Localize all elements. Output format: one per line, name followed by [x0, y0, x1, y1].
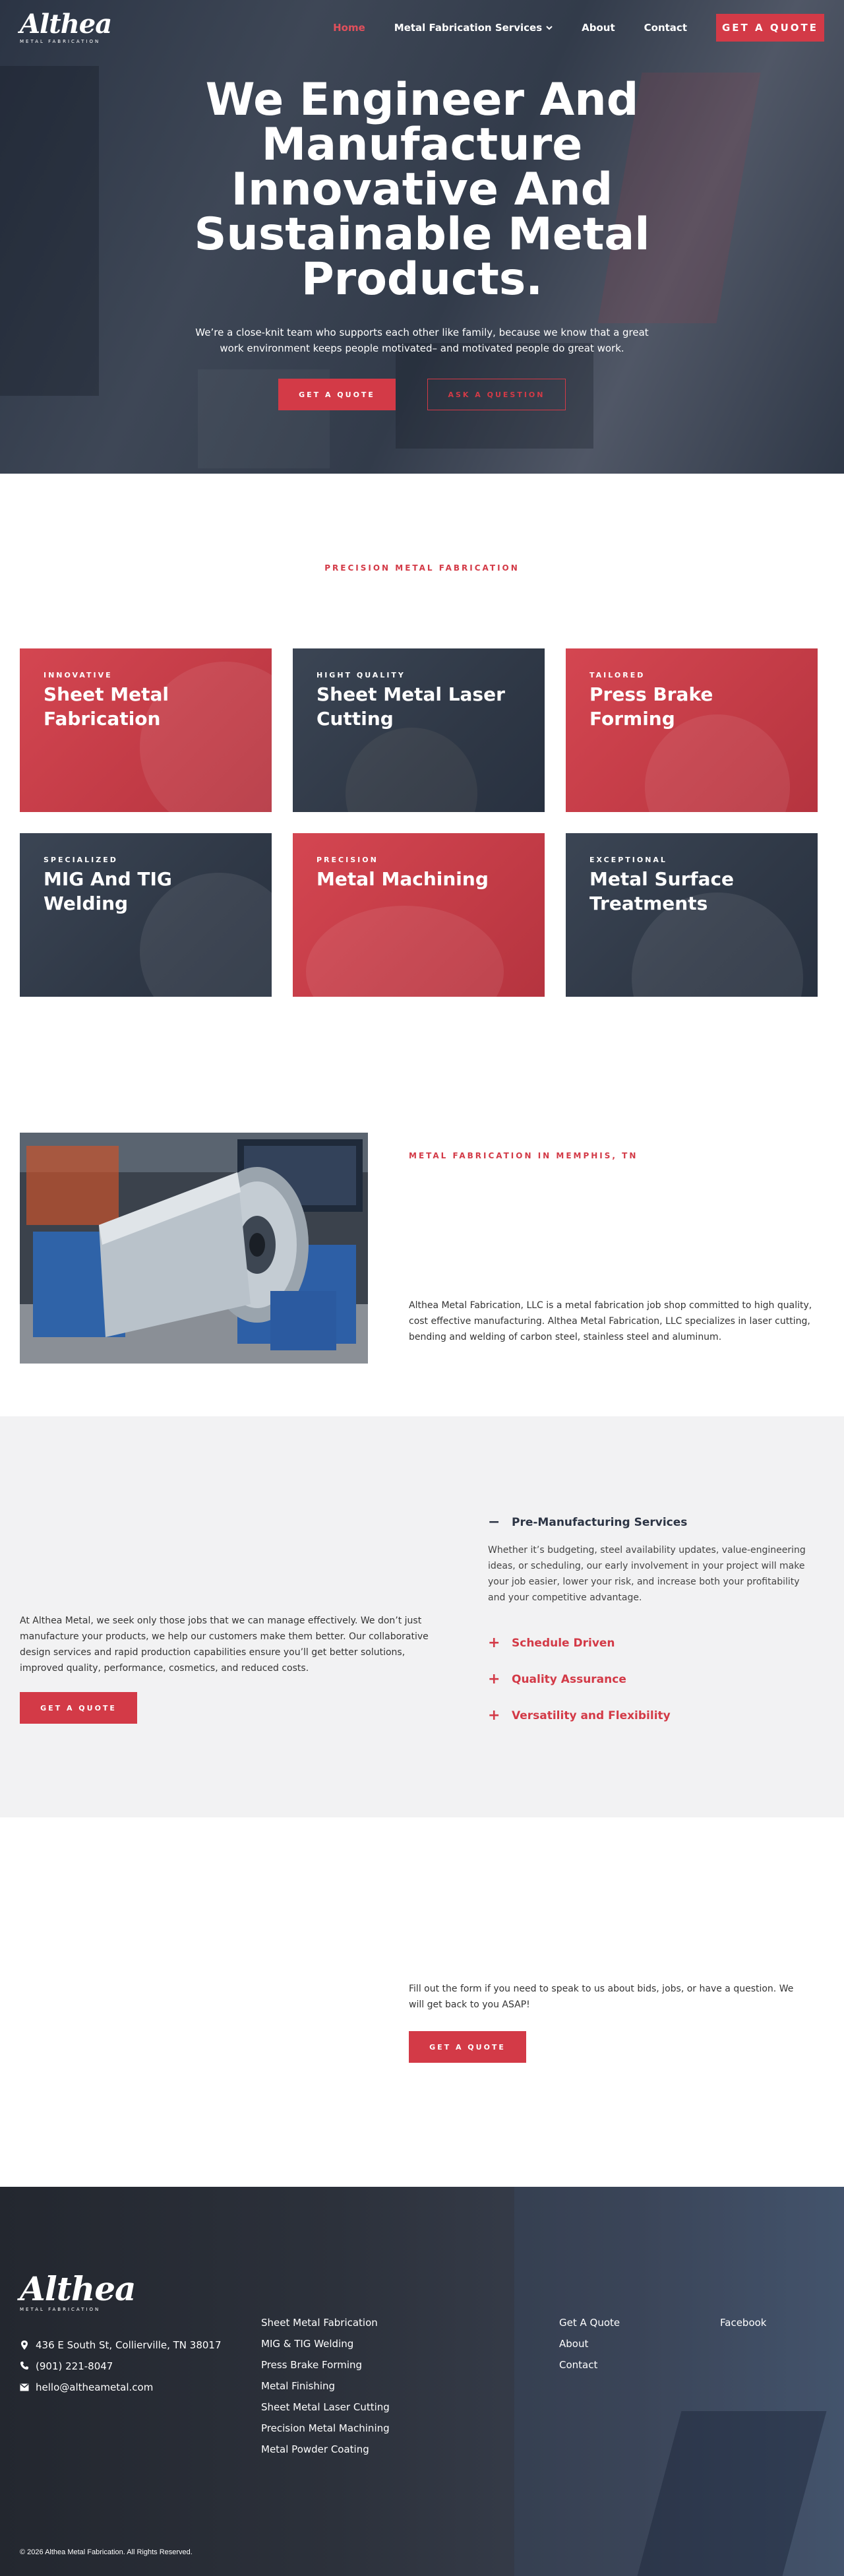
service-card-press-brake-forming[interactable] — [566, 648, 818, 812]
footer-social-links — [720, 2312, 766, 2333]
precision-section — [0, 474, 844, 997]
nav-home[interactable]: Home — [333, 22, 365, 34]
card-title: Press Brake Forming — [589, 683, 713, 730]
card-kicker: INNOVATIVE — [44, 671, 113, 679]
phone-icon — [20, 2361, 29, 2370]
accordion-item-schedule-driven[interactable] — [488, 1635, 818, 1651]
footer-link[interactable]: About — [559, 2338, 589, 2350]
footer-link[interactable]: Sheet Metal Laser Cutting — [261, 2401, 390, 2413]
service-cards — [20, 648, 844, 997]
accordion-item-versatility[interactable] — [488, 1707, 818, 1724]
footer-company-links — [559, 2312, 620, 2375]
contact-quote-button[interactable]: GET A QUOTE — [409, 2031, 526, 2063]
card-kicker: EXCEPTIONAL — [589, 856, 667, 864]
footer-link[interactable]: Contact — [559, 2359, 598, 2371]
card-image-overlay — [306, 906, 504, 997]
footer-address — [20, 2337, 237, 2353]
main-nav — [333, 14, 824, 42]
precision-eyebrow: PRECISION METAL FABRICATION — [324, 563, 520, 573]
mail-icon — [20, 2383, 29, 2391]
accordion-body: Whether it’s budgeting, steel availability updates, value-engineering ideas, or scheduling, our early involvement in your project will make your job easier, lower your risk, and increase both your profitability and your competitive advantage. — [488, 1545, 806, 1603]
footer-contact-info — [20, 2337, 237, 2401]
card-title: Metal Machining — [316, 868, 489, 890]
footer-logo[interactable] — [20, 2269, 136, 2312]
about-section — [0, 1133, 844, 1364]
nav-services-label: Metal Fabrication Services — [394, 22, 543, 34]
about-eyebrow: METAL FABRICATION IN MEMPHIS, TN — [409, 1151, 638, 1160]
accordion-item-pre-manufacturing[interactable] — [488, 1514, 818, 1530]
footer-link[interactable]: Sheet Metal Fabrication — [261, 2317, 378, 2329]
footer-link[interactable]: Precision Metal Machining — [261, 2422, 390, 2434]
card-title: Sheet Metal Fabrication — [44, 683, 169, 730]
card-image-overlay — [346, 728, 477, 812]
card-title: Sheet Metal Laser Cutting — [316, 683, 505, 730]
logo-text: Althea — [20, 9, 112, 40]
accordion-title: Pre-Manufacturing Services — [512, 1515, 688, 1529]
copyright: © 2026 Althea Metal Fabrication. All Rights Reserved. — [20, 2548, 193, 2556]
site-header — [0, 0, 844, 55]
footer-logo-subtitle: METAL FABRICATION — [20, 2307, 101, 2312]
footer-link[interactable]: MIG & TIG Welding — [261, 2338, 354, 2350]
footer-logo-text: Althea — [20, 2269, 136, 2308]
header-quote-button[interactable]: GET A QUOTE — [716, 14, 824, 42]
services-quote-button[interactable]: GET A QUOTE — [20, 1692, 137, 1724]
hero-buttons — [0, 379, 844, 410]
footer-link[interactable]: Press Brake Forming — [261, 2359, 363, 2371]
steel-coil-image — [20, 1133, 368, 1364]
card-kicker: HIGHT QUALITY — [316, 671, 406, 679]
accordion-title: Versatility and Flexibility — [512, 1709, 671, 1722]
site-logo[interactable] — [20, 11, 111, 44]
footer-services-links — [261, 2312, 390, 2460]
plus-icon: + — [488, 1635, 500, 1651]
card-kicker: TAILORED — [589, 671, 646, 679]
hero-quote-button[interactable]: GET A QUOTE — [278, 379, 396, 410]
card-kicker: SPECIALIZED — [44, 856, 118, 864]
accordion-item-quality-assurance[interactable] — [488, 1671, 818, 1687]
service-card-sheet-metal-fabrication[interactable] — [20, 648, 272, 812]
hero-text: We’re a close-knit team who supports each other like family, because we know that a great work environment keeps people motivated– and motivated people do great work. — [195, 327, 649, 354]
plus-icon: + — [488, 1671, 500, 1687]
footer-link[interactable]: Metal Finishing — [261, 2380, 336, 2392]
service-card-metal-machining[interactable] — [293, 833, 545, 997]
chevron-down-icon — [546, 25, 553, 30]
card-title: Metal Surface Treatments — [589, 868, 735, 914]
phone-text: (901) 221-8047 — [36, 2360, 113, 2372]
logo-subtitle: METAL FABRICATION — [20, 39, 101, 44]
hero-section — [0, 0, 844, 474]
accordion-title: Quality Assurance — [512, 1672, 626, 1686]
hero-title: We Engineer And Manufacture Innovative And Sustainable Metal Products. — [194, 74, 650, 305]
address-text: 436 E South St, Collierville, TN 38017 — [36, 2339, 222, 2351]
about-text: Althea Metal Fabrication, LLC is a metal fabrication job shop committed to high quality, cost effective manufacturing. Althea Metal Fabrication, LLC specializes in laser cutting, bending and welding of carbon steel, stainless steel and aluminum. — [409, 1300, 812, 1342]
card-title: MIG And TIG Welding — [44, 868, 172, 914]
contact-section — [0, 1817, 844, 2187]
services-intro — [20, 1613, 435, 1724]
hero-content — [0, 74, 844, 410]
email-text: hello@altheametal.com — [36, 2381, 154, 2393]
steel-coil-illustration — [20, 1133, 368, 1364]
services-section — [0, 1416, 844, 1817]
about-text-block — [409, 1133, 824, 1364]
service-card-laser-cutting[interactable] — [293, 648, 545, 812]
nav-about[interactable]: About — [582, 22, 615, 34]
footer-link[interactable]: Get A Quote — [559, 2317, 620, 2329]
ask-question-button[interactable]: ASK A QUESTION — [427, 379, 566, 410]
services-accordion — [488, 1514, 818, 1744]
site-footer — [0, 2187, 844, 2576]
service-card-mig-tig-welding[interactable] — [20, 833, 272, 997]
contact-text: Fill out the form if you need to speak to us about bids, jobs, or have a question. We will get back to you ASAP! — [409, 1984, 794, 2010]
service-card-surface-treatments[interactable] — [566, 833, 818, 997]
map-pin-icon — [20, 2340, 29, 2350]
footer-phone[interactable] — [20, 2358, 237, 2374]
footer-link-facebook[interactable]: Facebook — [720, 2317, 767, 2329]
minus-icon: − — [488, 1514, 500, 1530]
nav-services[interactable] — [394, 22, 553, 34]
nav-contact[interactable]: Contact — [644, 22, 687, 34]
card-kicker: PRECISION — [316, 856, 378, 864]
footer-link[interactable]: Metal Powder Coating — [261, 2443, 369, 2455]
plus-icon: + — [488, 1707, 500, 1724]
footer-email[interactable] — [20, 2379, 237, 2395]
services-text: At Althea Metal, we seek only those jobs that we can manage effectively. We don’t just manufacture your products, we help our customers make them better. Our collaborative design services and rapid production capabilities ensure you’ll get better solutions, improved quality, performance, cosmetics, and reduced costs. — [20, 1616, 429, 1674]
accordion-title: Schedule Driven — [512, 1636, 615, 1650]
